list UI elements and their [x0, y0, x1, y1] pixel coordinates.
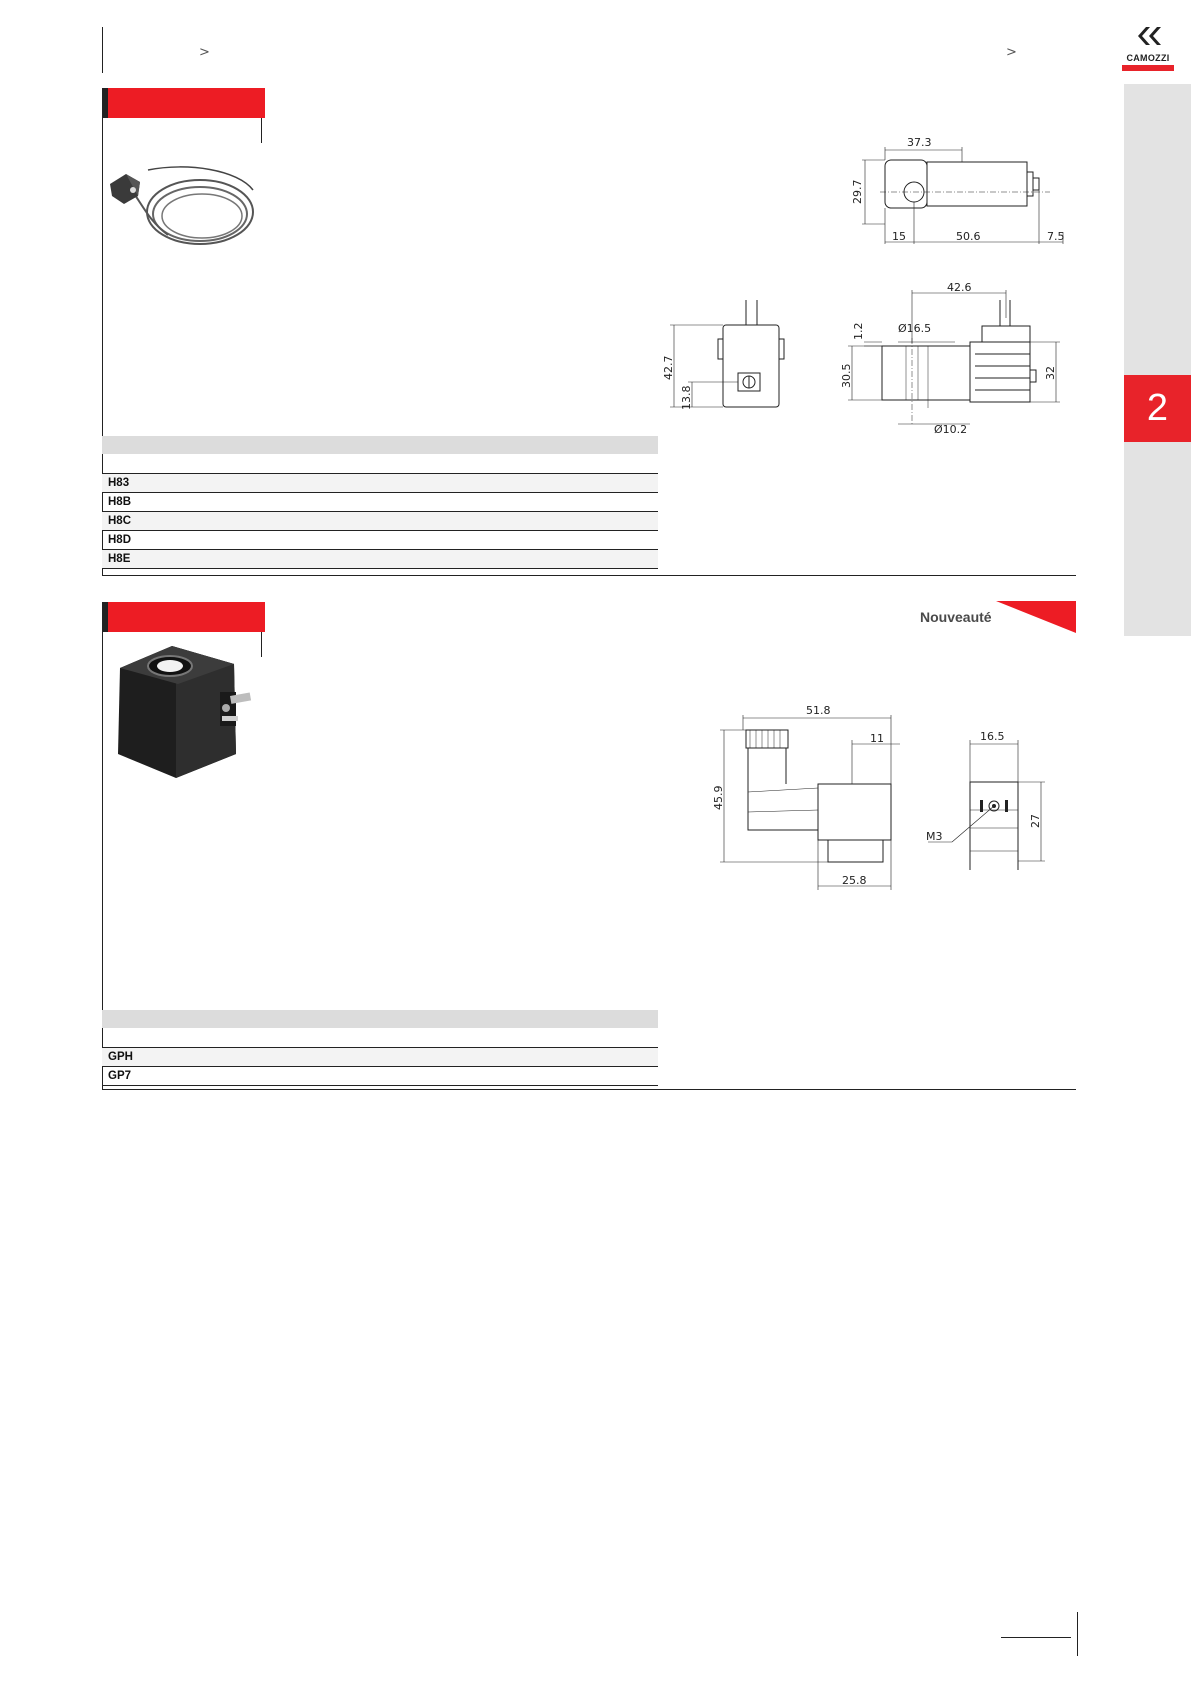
- dim-7-5: 7.5: [1047, 230, 1065, 243]
- dim-11: 11: [870, 732, 884, 745]
- table-header: [102, 1010, 658, 1028]
- section2-header-bar: [102, 602, 265, 632]
- footer-vertical-rule: [1077, 1612, 1078, 1656]
- breadcrumb-separator-right: >: [1006, 45, 1017, 60]
- logo-brand-text: CAMOZZI: [1126, 53, 1170, 63]
- camozzi-mark-icon: [1133, 25, 1163, 47]
- section1-code-table: [102, 436, 658, 569]
- dim-15: 15: [892, 230, 906, 243]
- dim-d10-2: Ø10.2: [934, 423, 968, 436]
- table-row: GPH: [102, 1048, 658, 1067]
- section2-drawing-side-view: [700, 700, 910, 900]
- chapter-number[interactable]: 2: [1124, 375, 1191, 442]
- dim-51-8: 51.8: [806, 704, 831, 717]
- footer-page-rule: [1001, 1637, 1071, 1638]
- table-row: H8D: [102, 531, 658, 550]
- dim-16-5: 16.5: [980, 730, 1005, 743]
- chapter-side-tab: [1124, 84, 1191, 636]
- table-header-row: [102, 454, 658, 474]
- table-row: H8B: [102, 493, 658, 512]
- dim-m3: M3: [926, 830, 943, 843]
- section1-image-rule: [261, 118, 262, 143]
- dim-42-6: 42.6: [947, 281, 972, 294]
- breadcrumb-separator-left: >: [199, 45, 210, 60]
- section2-drawing-front-view: [920, 720, 1050, 870]
- new-badge-label: Nouveauté: [920, 609, 992, 625]
- table-header-row: [102, 1028, 658, 1048]
- dim-25-8: 25.8: [842, 874, 867, 887]
- table-row: H8E: [102, 550, 658, 569]
- dim-37-3: 37.3: [907, 136, 932, 149]
- section1-product-photo: [108, 160, 258, 257]
- dim-50-6: 50.6: [956, 230, 981, 243]
- dim-29-7: 29.7: [851, 179, 864, 204]
- section2-product-photo: [112, 642, 262, 785]
- section1-drawing-top-view: [850, 132, 1080, 252]
- dim-d16-5: Ø16.5: [898, 322, 932, 335]
- table-header: [102, 436, 658, 454]
- dim-13-8: 13.8: [680, 385, 693, 410]
- section1-drawing-side-view: [820, 278, 1070, 438]
- logo-red-bar: [1122, 65, 1174, 71]
- table-row: H83: [102, 474, 658, 493]
- new-badge-triangle: [996, 601, 1076, 633]
- section2-bottom-rule: [102, 1089, 1076, 1090]
- dim-30-5: 30.5: [840, 363, 853, 388]
- section1-header-bar: [102, 88, 265, 118]
- dim-1-2: 1.2: [852, 322, 865, 340]
- dim-32: 32: [1044, 366, 1057, 380]
- section1-bottom-rule: [102, 575, 1076, 576]
- dim-27: 27: [1029, 814, 1042, 828]
- dim-42-7: 42.7: [662, 355, 675, 380]
- section1-drawing-front-view: [660, 295, 800, 425]
- section2-code-table: [102, 1010, 658, 1086]
- header-left-rule: [102, 27, 103, 73]
- table-row: H8C: [102, 512, 658, 531]
- dim-45-9: 45.9: [712, 785, 725, 810]
- camozzi-logo: [1122, 25, 1174, 71]
- table-row: GP7: [102, 1067, 658, 1086]
